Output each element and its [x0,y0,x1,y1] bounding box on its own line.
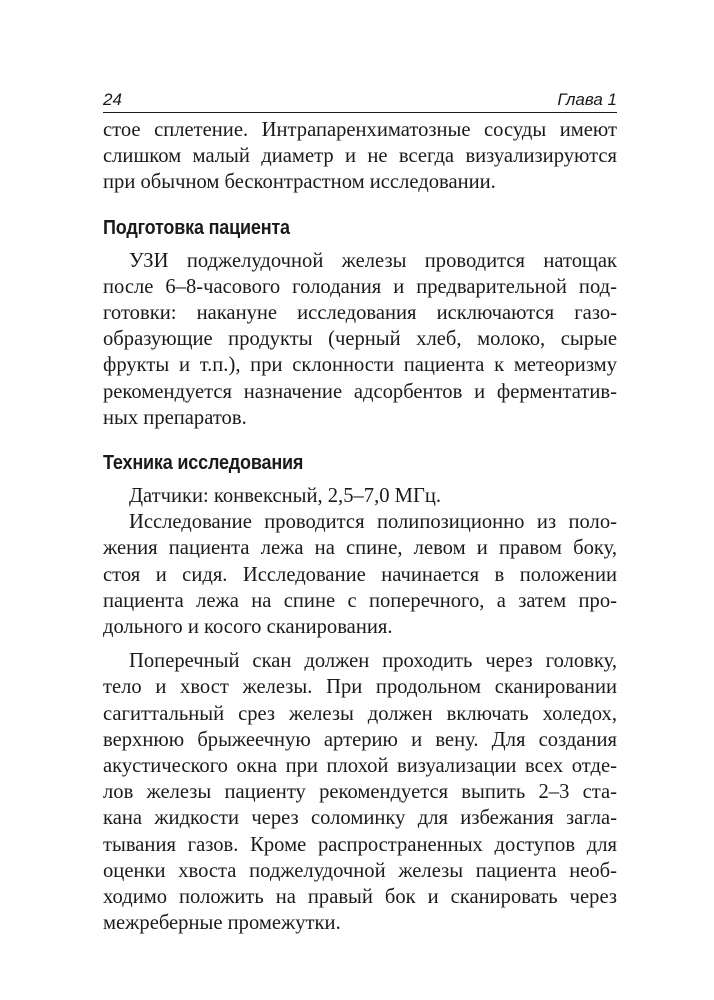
text-line: при обычном бесконтрастном исследовании. [103,171,496,194]
body-text [103,117,617,936]
text-line: ных препаратов. [103,406,247,429]
text-line: лов железы пациенту рекомендуется выпить 2–3 ста- [103,781,617,804]
text-line: стое сплетение. Интрапаренхиматозные сосуды имеют [103,119,617,141]
chapter-title: Глава 1 [557,90,617,109]
text-line: Поперечный скан должен проходить через головку, [129,650,617,673]
text-line: ходимо положить на правый бок и сканировать через [103,886,617,909]
text-line: рекомендуется назначение адсорбентов и ферментатив- [103,380,617,403]
running-head [103,86,617,113]
text-line: стоя и сидя. Исследование начинается в положении [103,563,617,586]
text-line: пациента лежа на спине с поперечного, а затем про- [103,589,617,612]
text-line: дольного и косого сканирования. [103,616,393,639]
text-line: после 6–8-часового голодания и предварительной под- [103,275,617,298]
text-line: верхнюю брыжеечную артерию и вену. Для создания [103,728,617,751]
probes-paragraph [103,483,617,509]
text-line: акустического окна при плохой визуализации всех отде- [103,755,617,778]
section-heading-technique: Техника исследования [103,452,304,475]
scanning-paragraph [103,648,617,936]
text-line: жения пациента лежа на спине, левом и правом боку, [103,537,617,560]
text-line: фрукты и т.п.), при склонности пациента к метеоризму [103,354,617,377]
text-line: Датчики: конвексный, 2,5–7,0 МГц. [129,485,442,508]
text-line: сагиттальный срез железы должен включать холедох, [103,702,617,725]
text-line: образующие продукты (черный хлеб, молоко, сырые [103,328,617,351]
text-line: оценки хвоста поджелудочной железы пациента необ- [103,859,617,882]
text-line: слишком малый диаметр и не всегда визуализируются [103,145,617,168]
preparation-paragraph [103,248,617,431]
book-page [103,86,617,936]
intro-paragraph [103,117,617,196]
page-number: 24 [103,90,122,109]
text-line: УЗИ поджелудочной железы проводится натощак [129,249,617,272]
text-line: межреберные промежутки. [103,912,341,935]
text-line: кана жидкости через соломинку для избежания загла- [103,807,617,830]
text-line: тывания газов. Кроме распространенных доступов для [103,833,617,856]
text-line: Исследование проводится полипозиционно из поло- [129,511,617,534]
text-line: тело и хвост железы. При продольном сканировании [103,676,617,699]
text-line: готовки: накануне исследования исключаются газо- [103,302,617,325]
positions-paragraph [103,509,617,640]
paragraph-gap [103,640,617,648]
section-heading-preparation: Подготовка пациента [103,216,290,239]
